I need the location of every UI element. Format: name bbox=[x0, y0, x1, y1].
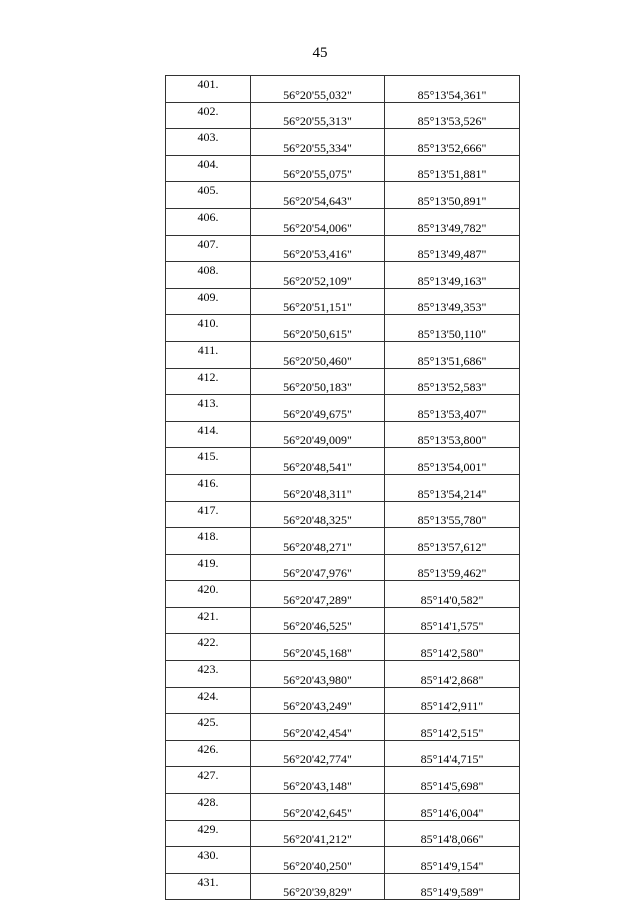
latitude-cell: 56°20'39,829" bbox=[251, 873, 385, 900]
point-number-cell: 416. bbox=[166, 474, 251, 501]
point-number-cell: 430. bbox=[166, 847, 251, 874]
longitude-cell: 85°14'0,582" bbox=[385, 581, 520, 608]
table-row bbox=[166, 661, 520, 688]
longitude-cell: 85°14'4,715" bbox=[385, 740, 520, 767]
point-number-cell: 409. bbox=[166, 288, 251, 315]
point-number-cell: 420. bbox=[166, 581, 251, 608]
latitude-cell: 56°20'50,615" bbox=[251, 315, 385, 342]
latitude-cell: 56°20'49,009" bbox=[251, 421, 385, 448]
table-row bbox=[166, 501, 520, 528]
latitude-cell: 56°20'45,168" bbox=[251, 634, 385, 661]
point-number-cell: 401. bbox=[166, 76, 251, 103]
point-number-cell: 405. bbox=[166, 182, 251, 209]
point-number-cell: 414. bbox=[166, 421, 251, 448]
longitude-cell: 85°14'2,911" bbox=[385, 687, 520, 714]
latitude-cell: 56°20'54,643" bbox=[251, 182, 385, 209]
longitude-cell: 85°13'54,001" bbox=[385, 448, 520, 475]
point-number-cell: 425. bbox=[166, 714, 251, 741]
longitude-cell: 85°13'49,782" bbox=[385, 208, 520, 235]
table-row bbox=[166, 235, 520, 262]
longitude-cell: 85°13'52,666" bbox=[385, 129, 520, 156]
table-row bbox=[166, 607, 520, 634]
point-number-cell: 424. bbox=[166, 687, 251, 714]
latitude-cell: 56°20'43,249" bbox=[251, 687, 385, 714]
longitude-cell: 85°14'2,580" bbox=[385, 634, 520, 661]
longitude-cell: 85°13'53,407" bbox=[385, 395, 520, 422]
longitude-cell: 85°14'9,154" bbox=[385, 847, 520, 874]
table-row bbox=[166, 155, 520, 182]
longitude-cell: 85°13'52,583" bbox=[385, 368, 520, 395]
table-row bbox=[166, 474, 520, 501]
longitude-cell: 85°13'53,526" bbox=[385, 102, 520, 129]
point-number-cell: 415. bbox=[166, 448, 251, 475]
latitude-cell: 56°20'47,289" bbox=[251, 581, 385, 608]
point-number-cell: 413. bbox=[166, 395, 251, 422]
table-row bbox=[166, 714, 520, 741]
latitude-cell: 56°20'40,250" bbox=[251, 847, 385, 874]
point-number-cell: 419. bbox=[166, 554, 251, 581]
longitude-cell: 85°13'59,462" bbox=[385, 554, 520, 581]
latitude-cell: 56°20'42,454" bbox=[251, 714, 385, 741]
longitude-cell: 85°13'54,214" bbox=[385, 474, 520, 501]
latitude-cell: 56°20'49,675" bbox=[251, 395, 385, 422]
table-row bbox=[166, 794, 520, 821]
longitude-cell: 85°13'57,612" bbox=[385, 528, 520, 555]
point-number-cell: 402. bbox=[166, 102, 251, 129]
latitude-cell: 56°20'55,334" bbox=[251, 129, 385, 156]
table-row bbox=[166, 528, 520, 555]
latitude-cell: 56°20'46,525" bbox=[251, 607, 385, 634]
table-row bbox=[166, 288, 520, 315]
table-row bbox=[166, 421, 520, 448]
point-number-cell: 421. bbox=[166, 607, 251, 634]
latitude-cell: 56°20'42,645" bbox=[251, 794, 385, 821]
point-number-cell: 410. bbox=[166, 315, 251, 342]
longitude-cell: 85°13'49,353" bbox=[385, 288, 520, 315]
table-row bbox=[166, 634, 520, 661]
point-number-cell: 417. bbox=[166, 501, 251, 528]
longitude-cell: 85°14'8,066" bbox=[385, 820, 520, 847]
table-row bbox=[166, 102, 520, 129]
latitude-cell: 56°20'42,774" bbox=[251, 740, 385, 767]
table-row bbox=[166, 341, 520, 368]
latitude-cell: 56°20'43,148" bbox=[251, 767, 385, 794]
latitude-cell: 56°20'50,460" bbox=[251, 341, 385, 368]
point-number-cell: 412. bbox=[166, 368, 251, 395]
latitude-cell: 56°20'48,271" bbox=[251, 528, 385, 555]
table-row bbox=[166, 820, 520, 847]
table-row bbox=[166, 873, 520, 900]
latitude-cell: 56°20'52,109" bbox=[251, 262, 385, 289]
page-number: 45 bbox=[312, 45, 328, 61]
latitude-cell: 56°20'55,075" bbox=[251, 155, 385, 182]
coordinates-table-body bbox=[166, 76, 520, 900]
table-row bbox=[166, 208, 520, 235]
point-number-cell: 427. bbox=[166, 767, 251, 794]
latitude-cell: 56°20'43,980" bbox=[251, 661, 385, 688]
point-number-cell: 422. bbox=[166, 634, 251, 661]
point-number-cell: 429. bbox=[166, 820, 251, 847]
point-number-cell: 404. bbox=[166, 155, 251, 182]
longitude-cell: 85°13'50,110" bbox=[385, 315, 520, 342]
table-row bbox=[166, 740, 520, 767]
longitude-cell: 85°13'53,800" bbox=[385, 421, 520, 448]
table-row bbox=[166, 448, 520, 475]
latitude-cell: 56°20'51,151" bbox=[251, 288, 385, 315]
latitude-cell: 56°20'48,541" bbox=[251, 448, 385, 475]
table-row bbox=[166, 581, 520, 608]
longitude-cell: 85°14'2,515" bbox=[385, 714, 520, 741]
longitude-cell: 85°13'49,487" bbox=[385, 235, 520, 262]
longitude-cell: 85°14'9,589" bbox=[385, 873, 520, 900]
longitude-cell: 85°13'51,881" bbox=[385, 155, 520, 182]
table-row bbox=[166, 767, 520, 794]
latitude-cell: 56°20'53,416" bbox=[251, 235, 385, 262]
point-number-cell: 407. bbox=[166, 235, 251, 262]
longitude-cell: 85°13'49,163" bbox=[385, 262, 520, 289]
longitude-cell: 85°13'55,780" bbox=[385, 501, 520, 528]
table-row bbox=[166, 847, 520, 874]
table-row bbox=[166, 368, 520, 395]
longitude-cell: 85°14'5,698" bbox=[385, 767, 520, 794]
point-number-cell: 426. bbox=[166, 740, 251, 767]
latitude-cell: 56°20'41,212" bbox=[251, 820, 385, 847]
table-row bbox=[166, 129, 520, 156]
latitude-cell: 56°20'54,006" bbox=[251, 208, 385, 235]
latitude-cell: 56°20'48,311" bbox=[251, 474, 385, 501]
latitude-cell: 56°20'50,183" bbox=[251, 368, 385, 395]
table-row bbox=[166, 76, 520, 103]
point-number-cell: 423. bbox=[166, 661, 251, 688]
longitude-cell: 85°14'2,868" bbox=[385, 661, 520, 688]
longitude-cell: 85°13'51,686" bbox=[385, 341, 520, 368]
point-number-cell: 411. bbox=[166, 341, 251, 368]
table-row bbox=[166, 687, 520, 714]
point-number-cell: 431. bbox=[166, 873, 251, 900]
longitude-cell: 85°13'50,891" bbox=[385, 182, 520, 209]
coordinates-table bbox=[165, 75, 520, 900]
latitude-cell: 56°20'55,313" bbox=[251, 102, 385, 129]
latitude-cell: 56°20'48,325" bbox=[251, 501, 385, 528]
longitude-cell: 85°14'1,575" bbox=[385, 607, 520, 634]
table-row bbox=[166, 315, 520, 342]
table-row bbox=[166, 262, 520, 289]
longitude-cell: 85°14'6,004" bbox=[385, 794, 520, 821]
point-number-cell: 428. bbox=[166, 794, 251, 821]
point-number-cell: 408. bbox=[166, 262, 251, 289]
table-row bbox=[166, 182, 520, 209]
point-number-cell: 406. bbox=[166, 208, 251, 235]
latitude-cell: 56°20'55,032" bbox=[251, 76, 385, 103]
point-number-cell: 403. bbox=[166, 129, 251, 156]
latitude-cell: 56°20'47,976" bbox=[251, 554, 385, 581]
point-number-cell: 418. bbox=[166, 528, 251, 555]
longitude-cell: 85°13'54,361" bbox=[385, 76, 520, 103]
table-row bbox=[166, 554, 520, 581]
table-row bbox=[166, 395, 520, 422]
